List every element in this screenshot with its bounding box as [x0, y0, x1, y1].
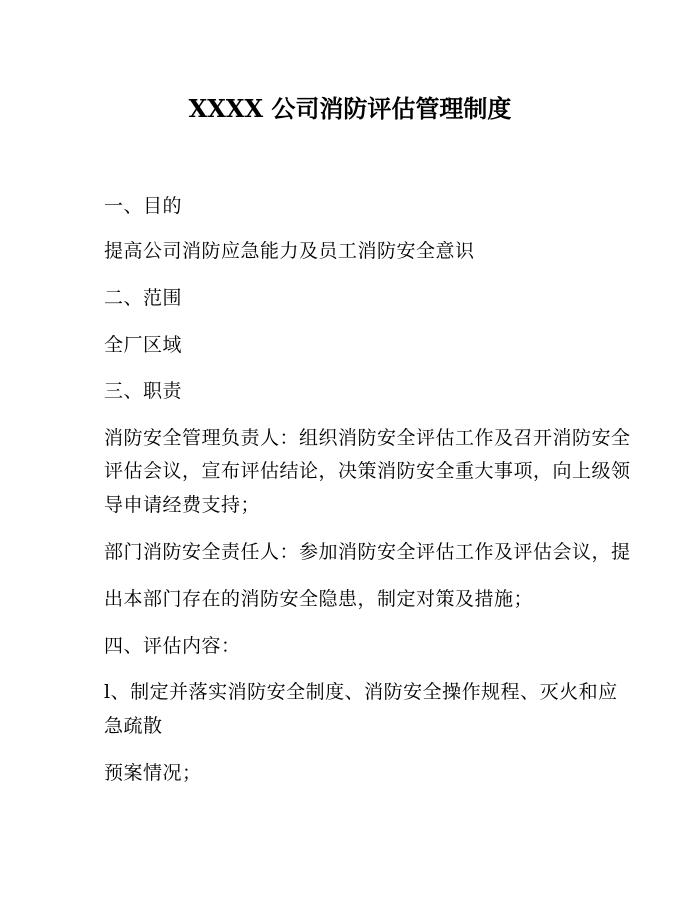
responsibility-paragraph-line: 出本部门存在的消防安全隐患，制定对策及措施； [104, 588, 534, 610]
section-heading-purpose: 一、目的 [104, 195, 183, 217]
evaluation-item-line: 预案情况； [104, 762, 202, 784]
evaluation-item-line: l、制定并落实消防安全制度、消防安全操作规程、灭火和应 [104, 681, 618, 703]
responsibility-paragraph-line: 消防安全管理负责人：组织消防安全评估工作及召开消防安全 [104, 427, 631, 449]
responsibility-paragraph-line: 部门消防安全责任人：参加消防安全评估工作及评估会议，提 [104, 541, 631, 563]
responsibility-paragraph-line: 评估会议，宣布评估结论，决策消防安全重大事项，向上级领 [104, 460, 631, 482]
section-heading-evaluation-content: 四、评估内容： [104, 635, 241, 657]
section-heading-responsibilities: 三、职责 [104, 380, 183, 402]
document-title: XXXX 公司消防评估管理制度 [188, 94, 512, 123]
evaluation-item-line: 急疏散 [104, 715, 163, 737]
section-heading-scope: 二、范围 [104, 287, 183, 309]
responsibility-paragraph-line: 导申请经费支持； [104, 494, 261, 516]
purpose-text: 提高公司消防应急能力及员工消防安全意识 [104, 240, 475, 262]
scope-text: 全厂区域 [104, 334, 183, 356]
